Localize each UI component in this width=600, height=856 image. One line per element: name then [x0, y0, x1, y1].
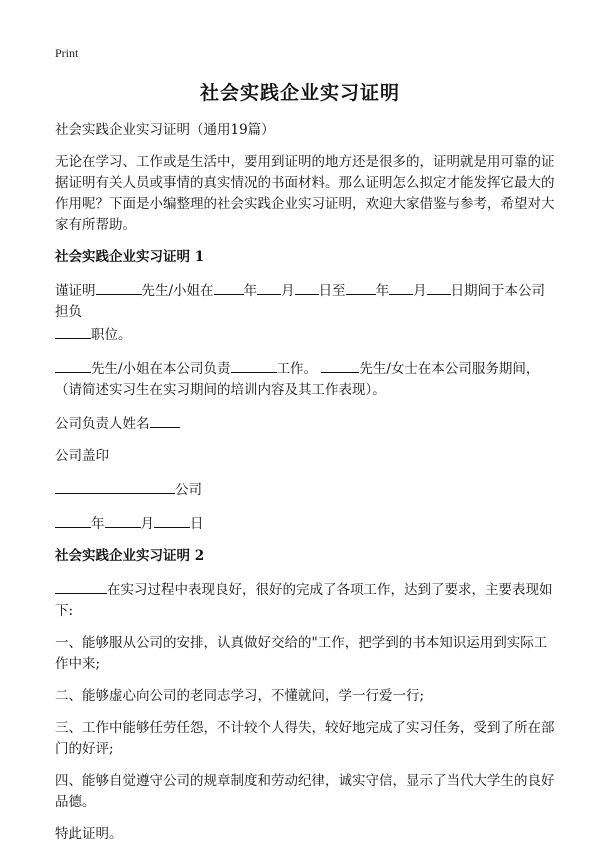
page-title: 社会实践企业实习证明: [199, 82, 400, 104]
text-fragment: 年: [375, 283, 390, 299]
section-1-paragraph-2: [55, 357, 555, 401]
list-item: 一、能够服从公司的安排，认真做好交给的"工作，把学到的书本知识运用到实际工作中来;: [55, 635, 548, 672]
list-item: 三、工作中能够任劳任怨，不计较个人得失，较好地完成了实习任务，受到了所在部门的好评;: [55, 720, 555, 757]
text-fragment: 先生/小姐在: [141, 283, 214, 299]
blank-line: [55, 323, 91, 339]
blank-line: [150, 412, 180, 428]
blank-line: [96, 279, 142, 295]
text-fragment: 公司负责人姓名: [55, 416, 150, 432]
section-2-heading: 社会实践企业实习证明 2: [55, 548, 205, 564]
date-line: [55, 512, 555, 535]
company-line: [55, 478, 555, 501]
text-fragment: 年: [91, 516, 105, 532]
blank-line: [257, 279, 281, 295]
blank-line: [346, 279, 376, 295]
document-body: [55, 120, 555, 856]
blank-line: [55, 478, 175, 494]
text-fragment: 职位。: [91, 327, 132, 343]
section-1-heading: 社会实践企业实习证明 1: [55, 249, 205, 265]
blank-line: [55, 578, 107, 594]
blank-line: [154, 512, 190, 528]
signer-line: [55, 412, 555, 435]
section-1-paragraph-1: [55, 279, 555, 346]
text-fragment: 在实习过程中表现良好，很好的完成了各项工作，达到了要求，主要表现如下:: [55, 582, 553, 619]
text-fragment: 先生/女士在本公司服务期间，（请简述实习生在实习期间的培训内容及其工作表现）。: [55, 361, 540, 398]
intro-paragraph: 无论在学习、工作或是生活中，要用到证明的地方还是很多的，证明就是用可靠的证据证明有关人员或事情的真实情况的书面材料。那么证明怎么拟定才能发挥它最大的作用呢？下面是小编整理的社会实践企业实习证明，欢迎大家借鉴与参考，希望对大家有所帮助。: [55, 154, 555, 233]
blank-line: [55, 512, 91, 528]
seal-line: 公司盖印: [55, 448, 109, 464]
text-fragment: 工作。: [276, 361, 318, 377]
text-fragment: 日: [190, 516, 204, 532]
text-fragment: 月: [413, 283, 427, 299]
blank-line: [105, 512, 141, 528]
blank-line: [427, 279, 451, 295]
list-item: 二、能够虚心向公司的老同志学习，不懂就问，学一行爱一行;: [55, 688, 425, 704]
section-2-paragraph-1: [55, 578, 555, 622]
text-fragment: 公司: [175, 482, 202, 498]
text-fragment: 谨证明: [55, 283, 96, 299]
text-fragment: 先生/小姐在本公司负责: [91, 361, 231, 377]
blank-line: [214, 279, 244, 295]
closing-line: 特此证明。: [55, 826, 123, 842]
text-fragment: 月: [140, 516, 154, 532]
blank-line: [55, 357, 91, 373]
text-fragment: 日期间于本公司担负: [55, 283, 546, 320]
blank-line: [295, 279, 319, 295]
text-fragment: 月: [281, 283, 295, 299]
blank-line: [389, 279, 413, 295]
print-link[interactable]: Print: [55, 46, 79, 60]
text-fragment: 日至: [318, 283, 346, 299]
list-item: 四、能够自觉遵守公司的规章制度和劳动纪律，诚实守信，显示了当代大学生的良好品德。: [55, 773, 555, 810]
blank-line: [321, 357, 359, 373]
document-subtitle: 社会实践企业实习证明（通用19篇）: [55, 122, 275, 138]
blank-line: [231, 357, 277, 373]
text-fragment: 年: [243, 283, 258, 299]
